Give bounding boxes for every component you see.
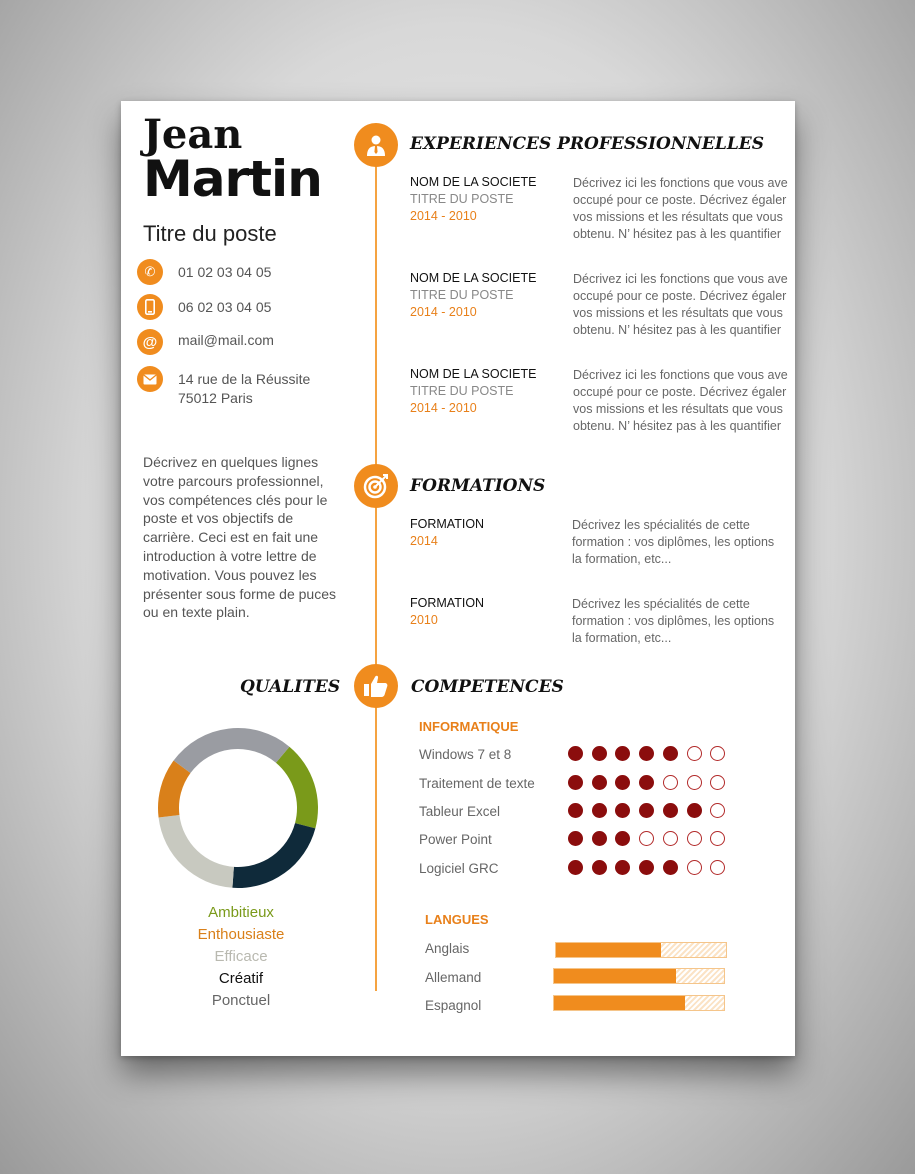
desc-line: vos missions et les résultats que vous	[573, 210, 783, 224]
last-name: Martin	[143, 150, 322, 208]
langues-title: LANGUES	[425, 912, 489, 927]
skill-label: Windows 7 et 8	[419, 747, 512, 762]
formation-name: FORMATION	[410, 596, 485, 610]
donut-segment-efficace	[159, 815, 234, 888]
desc-line: la formation, etc...	[572, 552, 672, 566]
desc-line: vos missions et les résultats que vous	[573, 402, 783, 416]
desc-line: occupé pour ce poste. Décrivez égaler	[573, 385, 787, 399]
thumbs-up-icon	[354, 664, 398, 708]
company-name: NOM DE LA SOCIETE	[410, 271, 537, 285]
language-label: Espagnol	[425, 998, 482, 1013]
first-name: Jean	[143, 111, 243, 158]
desc-line: Décrivez ici les fonctions que vous ave	[573, 272, 788, 286]
qualities-donut-chart	[156, 726, 320, 890]
desc-line: obtenu. N’ hésitez pas à les quantifier	[573, 323, 781, 337]
skill-label: Traitement de texte	[419, 776, 535, 791]
position-title: TITRE DU POSTE	[410, 192, 514, 206]
rating-dot-filled	[568, 746, 583, 761]
formation-name: FORMATION	[410, 517, 485, 531]
experience-item	[410, 175, 536, 223]
experience-years: 2014 - 2010	[410, 401, 477, 415]
language-bar-allemand	[553, 968, 725, 984]
mobile-text: 06 02 03 04 05	[178, 299, 272, 315]
phone-text: 01 02 03 04 05	[178, 264, 272, 280]
rating-dot-empty	[710, 831, 725, 846]
rating-dot-filled	[615, 803, 630, 818]
rating-dot-filled	[615, 860, 630, 875]
email-text: mail@mail.com	[178, 332, 274, 348]
rating-dot-filled	[639, 746, 654, 761]
rating-dot-filled	[615, 831, 630, 846]
quality-efficace: Efficace	[214, 948, 268, 965]
quality-ponctuel: Ponctuel	[211, 992, 271, 1009]
formation-item	[410, 596, 484, 627]
rating-dot-empty	[687, 746, 702, 761]
experience-description	[573, 367, 795, 435]
language-label: Anglais	[425, 941, 470, 956]
target-icon	[354, 464, 398, 508]
rating-dot-filled	[592, 775, 607, 790]
mobile-icon	[137, 294, 163, 320]
phone-icon: ✆	[137, 259, 163, 285]
rating-dot-filled	[568, 775, 583, 790]
desc-line: Décrivez les spécialités de cette	[572, 518, 750, 532]
experience-item	[410, 367, 536, 415]
desc-line: vos missions et les résultats que vous	[573, 306, 783, 320]
desc-line: obtenu. N’ hésitez pas à les quantifier	[573, 227, 781, 241]
rating-dot-empty	[687, 775, 702, 790]
formation-description	[572, 596, 794, 647]
desc-line: Décrivez ici les fonctions que vous ave	[573, 176, 788, 190]
rating-dot-empty	[687, 831, 702, 846]
experience-years: 2014 - 2010	[410, 209, 477, 223]
language-bar-espagnol	[553, 995, 725, 1011]
envelope-icon	[137, 366, 163, 392]
language-bar-fill	[554, 996, 685, 1010]
rating-dot-filled	[592, 831, 607, 846]
competences-title: COMPETENCES	[411, 677, 564, 697]
rating-dot-empty	[663, 775, 678, 790]
rating-dot-empty	[710, 775, 725, 790]
address-line-1: 14 rue de la Réussite	[178, 371, 311, 387]
informatique-title: INFORMATIQUE	[419, 719, 519, 734]
donut-segment-creatif	[232, 823, 315, 888]
rating-dot-filled	[639, 775, 654, 790]
rating-dot-filled	[568, 860, 583, 875]
address-text	[178, 370, 310, 408]
rating-dot-empty	[710, 803, 725, 818]
rating-dot-filled	[592, 860, 607, 875]
formation-year: 2010	[410, 613, 438, 627]
desc-line: la formation, etc...	[572, 631, 672, 645]
quality-enthousiaste: Enthousiaste	[197, 926, 285, 943]
profile-summary: Décrivez en quelques lignes votre parcours professionnel, vos compétences clés pour le poste et vos objectifs de carrière. Ceci est en fait une introduction à votre lettre de motivation. Vous pouvez les présenter sous forme de puces ou en texte plain.	[143, 454, 336, 621]
timeline-line	[375, 161, 377, 991]
desc-line: formation : vos diplômes, les options	[572, 535, 775, 549]
quality-ambitieux: Ambitieux	[208, 904, 274, 921]
job-title: Titre du poste	[143, 221, 277, 246]
rating-dot-filled	[663, 860, 678, 875]
experience-description	[573, 175, 795, 243]
language-bar-anglais	[555, 942, 727, 958]
skill-rating-dots	[568, 746, 738, 886]
experience-years: 2014 - 2010	[410, 305, 477, 319]
desc-line: occupé pour ce poste. Décrivez égaler	[573, 289, 787, 303]
rating-dot-filled	[639, 803, 654, 818]
rating-dot-empty	[663, 831, 678, 846]
desc-line: occupé pour ce poste. Décrivez égaler	[573, 193, 787, 207]
donut-segment-ambitieux	[276, 747, 318, 829]
experience-title: EXPERIENCES PROFESSIONNELLES	[410, 134, 765, 154]
rating-dot-filled	[687, 803, 702, 818]
rating-dot-empty	[710, 746, 725, 761]
resume-page	[121, 101, 795, 1056]
company-name: NOM DE LA SOCIETE	[410, 367, 537, 381]
rating-dot-filled	[592, 746, 607, 761]
rating-dot-empty	[639, 831, 654, 846]
desc-line: Décrivez les spécialités de cette	[572, 597, 750, 611]
at-icon: @	[137, 329, 163, 355]
skill-label: Tableur Excel	[419, 804, 501, 819]
desc-line: Décrivez ici les fonctions que vous ave	[573, 368, 788, 382]
formation-item	[410, 517, 484, 548]
experience-item	[410, 271, 536, 319]
rating-dot-filled	[568, 831, 583, 846]
rating-dot-filled	[663, 803, 678, 818]
rating-dot-filled	[639, 860, 654, 875]
rating-dot-filled	[592, 803, 607, 818]
qualities-title: QUALITES	[240, 677, 341, 697]
businessman-icon	[354, 123, 398, 167]
experience-description	[573, 271, 795, 339]
position-title: TITRE DU POSTE	[410, 384, 514, 398]
language-label: Allemand	[425, 970, 482, 985]
company-name: NOM DE LA SOCIETE	[410, 175, 537, 189]
formations-title: FORMATIONS	[410, 476, 546, 496]
skill-label: Logiciel GRC	[419, 861, 499, 876]
formation-year: 2014	[410, 534, 438, 548]
rating-dot-filled	[615, 746, 630, 761]
rating-dot-filled	[568, 803, 583, 818]
rating-dot-filled	[663, 746, 678, 761]
desc-line: obtenu. N’ hésitez pas à les quantifier	[573, 419, 781, 433]
donut-segment-ponctuel	[174, 728, 290, 773]
language-bar-fill	[556, 943, 661, 957]
desc-line: formation : vos diplômes, les options	[572, 614, 775, 628]
quality-creatif: Créatif	[218, 970, 264, 987]
address-line-2: 75012 Paris	[178, 390, 253, 406]
rating-dot-empty	[687, 860, 702, 875]
formation-description	[572, 517, 794, 568]
rating-dot-filled	[615, 775, 630, 790]
skill-label: Power Point	[419, 832, 492, 847]
language-bar-fill	[554, 969, 676, 983]
position-title: TITRE DU POSTE	[410, 288, 514, 302]
rating-dot-empty	[710, 860, 725, 875]
